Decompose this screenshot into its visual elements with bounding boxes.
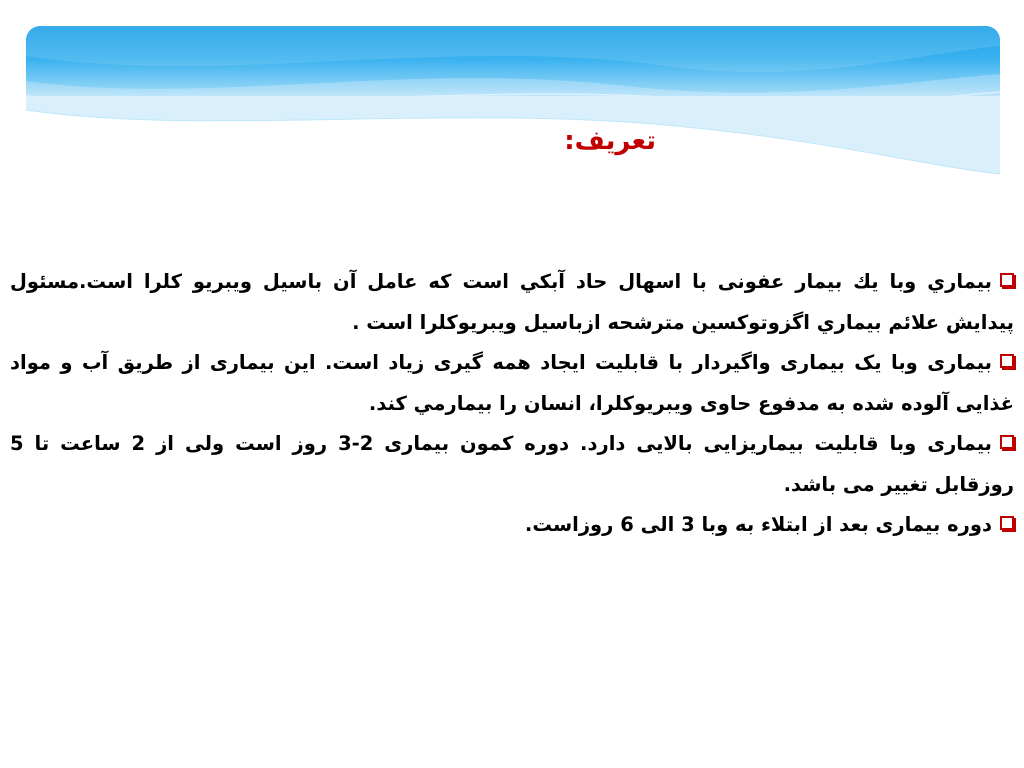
bullet-item	[10, 262, 1014, 343]
bullet-item	[10, 343, 1014, 424]
slide-title: تعریف:	[564, 126, 656, 156]
hollow-square-bullet-icon	[1000, 273, 1014, 287]
hollow-square-bullet-icon	[1000, 354, 1014, 368]
bullet-text: بيماري وبا يك بيمار عفونی با اسهال حاد آبكي است كه عامل آن باسيل ويبريو كلرا است.مسئول پيدايش علائم بيماري اگزوتوكسين مترشحه ازباسيل ويبريوكلرا است .	[10, 270, 1014, 334]
bullet-item	[10, 424, 1014, 505]
bullet-text: دوره بیماری بعد از ابتلاء به وبا 3 الی 6 روزاست.	[524, 513, 992, 536]
bullet-text: بیماری وبا قابلیت بیماریزایی بالایی دارد. دوره کمون بیماری 2-3 روز است ولی از 2 ساعت تا 5 روزقابل تغییر می باشد.	[10, 432, 1014, 496]
hollow-square-bullet-icon	[1000, 435, 1014, 449]
bullet-item	[10, 505, 1014, 546]
bullet-list	[10, 262, 1014, 546]
bullet-text: بیماری وبا یک بیماری واگیردار با قابلیت ایجاد همه گیری زیاد است. این بیماری از طریق آب و مواد غذایی آلوده شده به مدفوع حاوی ویبریوکلرا، انسان را بیمارمي كند.	[10, 351, 1014, 415]
header-swoosh	[26, 96, 1000, 180]
hollow-square-bullet-icon	[1000, 516, 1014, 530]
